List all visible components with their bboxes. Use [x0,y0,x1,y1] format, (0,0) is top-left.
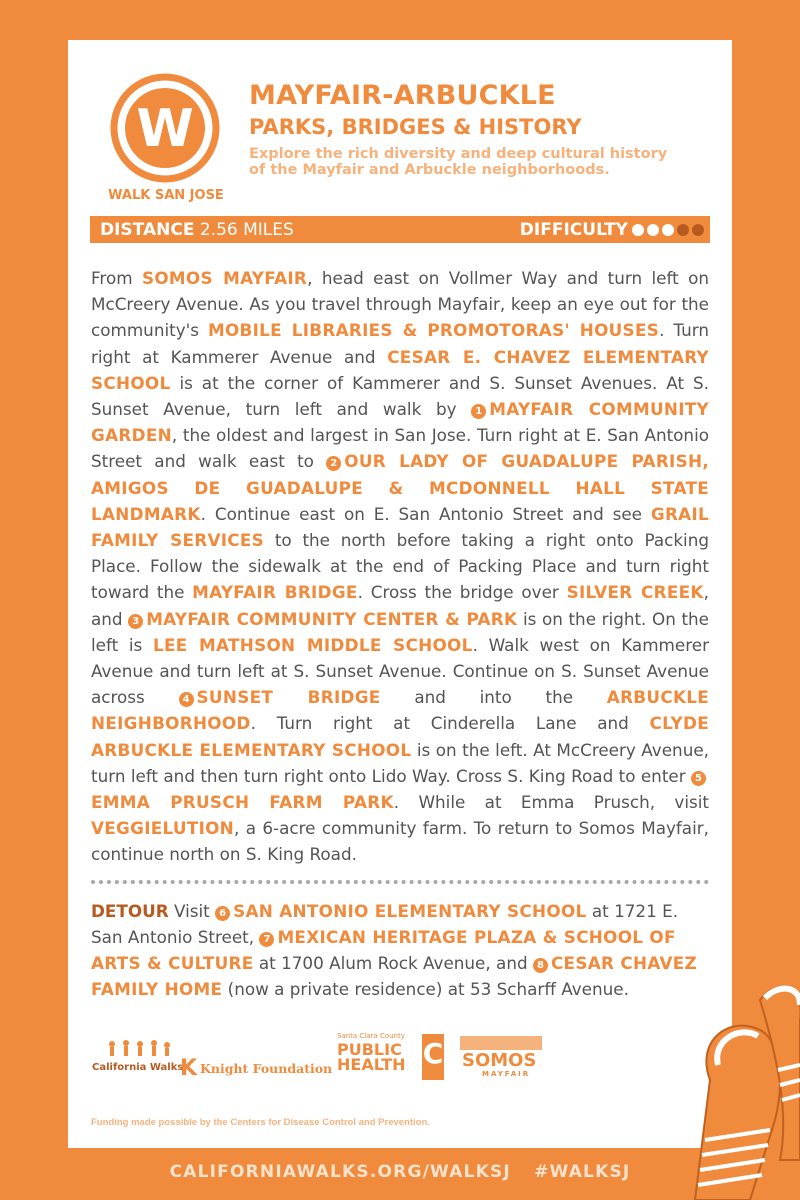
sponsor-logos [92,1032,562,1100]
stop-number-badge: 5 [691,771,706,786]
c-logo: C [422,1034,444,1080]
stop-number-badge: 3 [128,614,143,629]
stop-community-garden: MAYFAIR COMMUNITY GARDEN [91,399,709,446]
stop-silver-creek: SILVER CREEK [566,582,704,603]
distance-label: DISTANCE [100,219,195,240]
stop-number-badge: 2 [326,456,341,471]
stop-mayfair-bridge: MAYFAIR BRIDGE [192,582,358,603]
page-title: MAYFAIR-ARBUCKLE [249,80,556,111]
stop-number-badge: 8 [533,958,548,973]
stop-san-antonio-school: SAN ANTONIO ELEMENTARY SCHOOL [233,901,587,921]
stop-veggielution: VEGGIELUTION [91,818,235,839]
footer [0,1162,800,1182]
detour-text: at 1721 E. San Antonio Street, [91,901,679,947]
route-text: . Cross the bridge over [357,582,567,603]
detour-label: DETOUR [91,901,169,921]
logo-letter: W [136,99,194,159]
stats-bar [90,216,710,243]
stop-number-badge: 7 [259,932,274,947]
stop-guadalupe-parish: OUR LADY OF GUADALUPE PARISH, AMIGOS DE GUADALUPE & MCDONNELL HALL STATE LANDMARK [91,451,709,524]
difficulty-dot [632,224,644,236]
walk-san-jose-logo [109,72,221,184]
route-text: , the oldest and largest in San Jose. Turn right at E. San Antonio Street and walk east to [91,425,709,472]
stop-grail-family: GRAIL FAMILY SERVICES [91,503,709,551]
distance [90,220,294,240]
route-text: . Walk west on Kammerer Avenue and turn left at S. Sunset Avenue. Continue on S. Sunset Avenue across [91,634,709,708]
stop-emma-prusch: EMMA PRUSCH FARM PARK [91,792,394,813]
route-description [91,265,709,868]
route-text: is on the right. On the left is [91,608,709,655]
stop-number-badge: 1 [471,404,486,419]
public-health-county: Santa Clara County [337,1032,405,1040]
difficulty-label: DIFFICULTY [519,219,628,240]
stop-arbuckle-elementary: CLYDE ARBUCKLE ELEMENTARY SCHOOL [91,713,709,760]
stop-community-center: MAYFAIR COMMUNITY CENTER & PARK [146,608,518,629]
somos-logo: SOMOS [462,1050,537,1071]
difficulty-dot [647,224,659,236]
route-text: is at the corner of Kammerer and S. Sunset Avenues. At S. Sunset Avenue, turn left and walk by [91,372,709,420]
stop-mobile-libraries: MOBILE LIBRARIES & PROMOTORAS' HOUSES [207,320,660,341]
somos-sub: MAYFAIR [482,1070,531,1078]
stop-chavez-elementary: CESAR E. CHAVEZ ELEMENTARY SCHOOL [91,346,709,393]
route-text: and into the [380,687,607,708]
route-text: , a 6-acre community farm. To return to Somos Mayfair, continue north on S. King Road. [91,818,709,865]
detour-text: at 1700 Alum Rock Avenue, and [253,953,533,973]
difficulty-dot [677,224,689,236]
stop-mexican-heritage-plaza: MEXICAN HERITAGE PLAZA & SCHOOL OF ARTS & CULTURE [91,927,676,973]
route-text: . Continue east on E. San Antonio Street and see [200,503,651,524]
route-text: , head east on Vollmer Way and turn left on McCreery Avenue. As you travel through Mayfair, keep an eye out for the community's [91,268,709,341]
tagline: Explore the rich diversity and deep cultural history of the Mayfair and Arbuckle neighborhoods. [249,146,668,178]
stop-number-badge: 6 [215,906,230,921]
route-text: . Turn right at Cinderella Lane and [250,713,650,734]
stop-mathson-school: LEE MATHSON MIDDLE SCHOOL [152,634,473,655]
page-subtitle: PARKS, BRIDGES & HISTORY [249,115,582,139]
knight-foundation-logo: Knight Foundation [200,1061,333,1076]
difficulty [520,220,710,240]
difficulty-dot [662,224,674,236]
california-walks-logo: California Walks [92,1062,184,1073]
detour-text: Visit [168,901,216,921]
stop-arbuckle-neighborhood: ARBUCKLE NEIGHBORHOOD [91,687,709,734]
difficulty-dot [692,224,704,236]
route-text: to the north before taking a right onto Packing Place. Follow the sidewalk at the end of Packing Place and turn right toward the [91,530,709,603]
logo-label: WALK SAN JOSE [108,188,224,203]
distance-value: 2.56 MILES [199,219,294,240]
somos-figures-icon [460,1036,542,1050]
difficulty-rating [632,224,704,236]
route-text: is on the left. At McCreery Avenue, turn left and then turn right onto Lido Way. Cross S. King Road to enter [91,739,709,786]
footer-hashtag: #WALKSJ [534,1162,631,1182]
funding-note: Funding made possible by the Centers for Disease Control and Prevention. [91,1117,430,1128]
stop-number-badge: 4 [179,692,194,707]
stop-somos-mayfair: SOMOS MAYFAIR [141,268,308,288]
route-text: , and [91,582,710,629]
knight-k-icon: K [180,1056,198,1081]
footer-url-link[interactable]: CALIFORNIAWALKS.ORG/WALKSJ [169,1162,511,1182]
stop-chavez-family-home: CESAR CHAVEZ FAMILY HOME [91,953,697,999]
dotted-divider [91,880,709,884]
stop-sunset-bridge: SUNSET BRIDGE [196,687,381,708]
route-text: . Turn right at Kammerer Avenue and [91,320,709,367]
detour-text: (now a private residence) at 53 Scharff Avenue. [222,979,629,999]
route-text: . While at Emma Prusch, visit [393,792,709,813]
public-health-logo: PUBLIC HEALTH [337,1040,406,1074]
route-text: From [91,268,142,288]
california-walks-figures-icon [104,1040,174,1060]
